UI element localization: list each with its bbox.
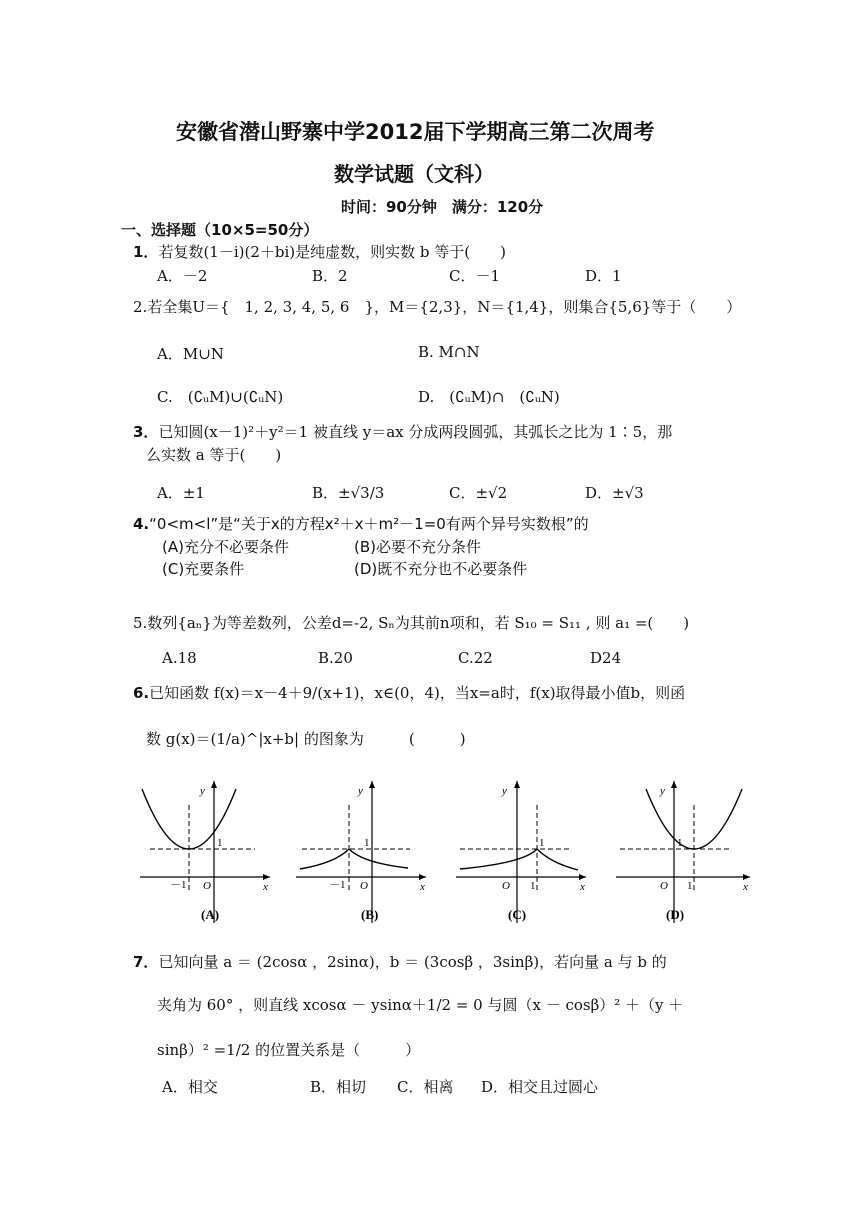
option-d: D．1 <box>585 267 622 285</box>
origin-label: O <box>360 880 368 892</box>
option-b: B.20 <box>318 649 353 667</box>
page-title: 安徽省潜山野寨中学2012届下学期高三第二次周考 <box>176 120 655 144</box>
question-number: 2. <box>133 298 148 316</box>
section-heading: 一、选择题（10×5=50分） <box>121 221 319 239</box>
question-text-cont: 夹角为 60° ，则直线 xcosα － ysinα＋1/2 = 0 与圆（x － cosβ）² ＋（y ＋ <box>157 996 684 1014</box>
one-label: 1 <box>217 837 223 849</box>
y-axis-label: y <box>502 785 507 797</box>
y-axis-label: y <box>200 785 205 797</box>
option-a: (A)充分不必要条件 <box>162 538 289 556</box>
question-number: 3． <box>133 423 159 441</box>
question-text-cont: 么实数 a 等于( ) <box>146 446 282 464</box>
option-a: A．－2 <box>157 267 208 285</box>
graph-label: (A) <box>201 907 220 922</box>
graph-label: (D) <box>666 907 685 922</box>
option-c: C．±√2 <box>449 484 508 502</box>
question-text: 已知函数 f(x)＝x－4＋9/(x+1)，x∈(0，4)，当x=a时，f(x)取得最小值b，则函 <box>149 684 686 702</box>
origin-label: O <box>203 880 211 892</box>
question-text-cont2: sinβ）² =1/2 的位置关系是（ ） <box>157 1041 421 1059</box>
neg-one-label: －1 <box>170 879 187 891</box>
graph-label: (B) <box>361 907 379 922</box>
option-a: A．M∪N <box>157 345 224 363</box>
option-c: C．相离 <box>397 1078 454 1096</box>
question-number: 6. <box>133 684 150 702</box>
y-axis-label: y <box>660 785 665 797</box>
option-c: C. (∁ᵤM)∪(∁ᵤN) <box>157 388 284 406</box>
question-text: 数列{aₙ}为等差数列，公差d=-2, Sₙ为其前n项和，若 S₁₀ = S₁₁ , 则 a₁ =( ) <box>147 614 690 632</box>
graph-a <box>140 781 270 923</box>
page-subtitle: 数学试题（文科） <box>334 162 494 186</box>
function-graphs <box>130 775 760 925</box>
question-number: 4. <box>133 515 150 533</box>
question-number: 7． <box>133 953 159 971</box>
option-d: D24 <box>590 649 622 667</box>
graph-d <box>616 781 750 923</box>
option-b: B. M∩N <box>418 343 480 361</box>
x-axis-label: x <box>743 881 748 893</box>
question-text: 若复数(1－i)(2＋bi)是纯虚数，则实数 b 等于( ) <box>158 243 506 261</box>
graph-label: (C) <box>508 907 527 922</box>
option-d: (D)既不充分也不必要条件 <box>354 560 528 578</box>
option-d: D．相交且过圆心 <box>481 1078 599 1096</box>
option-d: D．±√3 <box>585 484 644 502</box>
x-axis-label: x <box>580 881 585 893</box>
option-c: C．－1 <box>449 267 501 285</box>
option-b: (B)必要不充分条件 <box>354 538 481 556</box>
x-axis-label: x <box>420 881 425 893</box>
graph-c <box>456 781 586 923</box>
question-text: 若全集U＝{ 1, 2, 3, 4, 5, 6 }，M＝{2,3}，N＝{1,4}，则集合{5,6}等于（ ） <box>147 298 742 316</box>
option-b: B．相切 <box>310 1078 367 1096</box>
question-number: 5. <box>133 614 148 632</box>
one-label: 1 <box>364 837 370 849</box>
question-text: 已知圆(x－1)²＋y²＝1 被直线 y＝ax 分成两段圆弧，其弧长之比为 1∶5，那 <box>158 423 673 441</box>
origin-label: O <box>502 880 510 892</box>
question-text-cont: 数 g(x)＝(1/a)^|x+b| 的图象为 ( ) <box>146 730 466 748</box>
option-a: A．±1 <box>157 484 205 502</box>
time-info: 时间：90分钟 满分：120分 <box>341 198 544 216</box>
question-number: 1． <box>133 243 159 261</box>
option-b: B．2 <box>312 267 348 285</box>
question-text: 已知向量 a ＝ (2cosα ，2sinα)，b ＝ (3cosβ ，3sinβ)，若向量 a 与 b 的 <box>158 953 667 971</box>
option-b: B．±√3/3 <box>312 484 385 502</box>
one-x-label: 1 <box>687 880 693 892</box>
graph-b <box>296 781 426 923</box>
option-c: C.22 <box>458 649 493 667</box>
option-a: A．相交 <box>162 1078 218 1096</box>
option-d: D. (∁ᵤM)∩ (∁ᵤN) <box>418 388 560 406</box>
option-c: (C)充要条件 <box>162 560 245 578</box>
option-a: A.18 <box>162 649 197 667</box>
x-axis-label: x <box>263 881 268 893</box>
one-x-label: 1 <box>530 880 536 892</box>
neg-one-label: －1 <box>329 879 346 891</box>
one-label: 1 <box>539 837 545 849</box>
question-text: “0<m<l”是“关于x的方程x²＋x＋m²－1=0有两个异号实数根”的 <box>149 515 589 533</box>
origin-label: O <box>660 880 668 892</box>
one-label: 1 <box>677 837 683 849</box>
y-axis-label: y <box>358 785 363 797</box>
